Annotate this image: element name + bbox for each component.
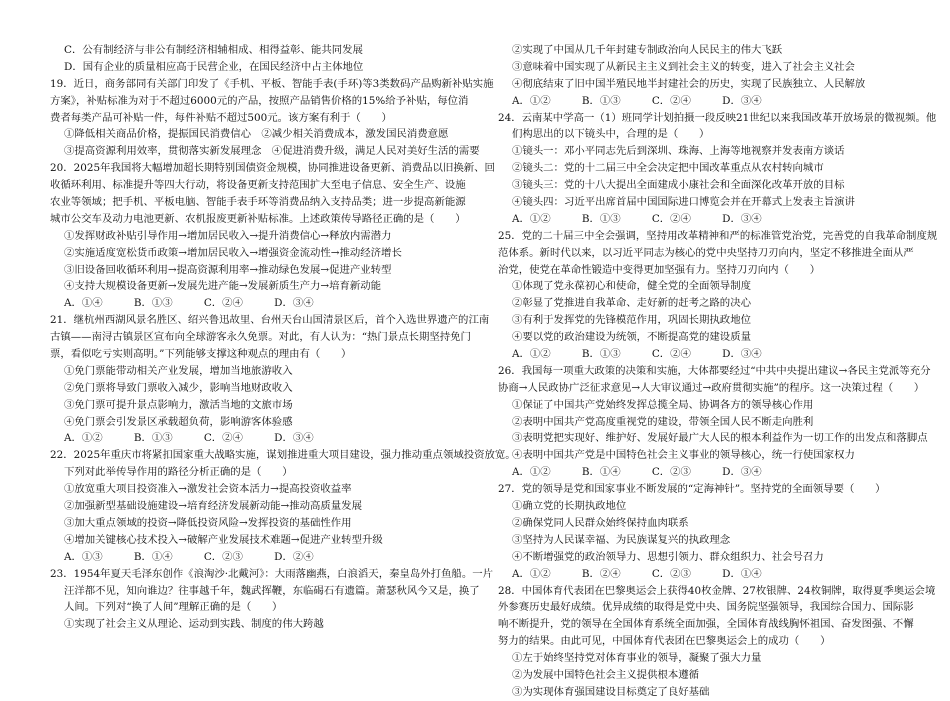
question-line: 们构思出的以下镜头中，合理的是（ ）	[512, 128, 710, 141]
question-line: 范体系。新时代以来，以习近平同志为核心的党中央坚持刀刃向内，坚定不移推进全面从严	[498, 246, 914, 259]
answer-options: A．①② B．②④ C．②③ D．①④	[512, 567, 762, 580]
question-line: ①镜头一：邓小平同志先后到深圳、珠海、上海等地视察并发表南方谈话	[512, 145, 845, 158]
question-line: ③有利于发挥党的先锋模范作用，巩固长期执政地位	[512, 314, 751, 327]
answer-options: A．①② B．①④ C．②③ D．③④	[512, 466, 762, 479]
question-line: 票，看似吃亏实则高明。”下列能够支撑这种观点的理由有（ ）	[50, 348, 352, 361]
right-column	[498, 42, 938, 701]
question-line: ③为实现体育强国建设目标奠定了良好基础	[512, 685, 710, 698]
question-line: 21．继杭州西湖风景名胜区、绍兴鲁迅故里、台州天台山国清景区后，首个入选世界遗产的江南	[50, 314, 490, 327]
question-line: ③意味着中国实现了从新民主主义到社会主义的转变，进入了社会主义社会	[512, 60, 855, 73]
question-line: 26．我国每一项重大政策的决策和实施，大体都要经过“中共中央提出建议→各民主党派等充分	[498, 364, 931, 377]
question-line: ①保证了中国共产党始终发挥总揽全局、协调各方的领导核心作用	[512, 398, 814, 411]
question-line: 治党，使党在革命性锻造中变得更加坚强有力。坚持刀刃向内（ ）	[498, 263, 821, 276]
question-line: 方案》，补贴标准为对于不超过6000元的产品，按照产品销售价格的15%给予补贴，每位消	[50, 94, 469, 107]
question-line: 20．2025年我国将大幅增加超长期特别国债资金规模，协同推进设备更新、消费品以旧换新、回	[50, 162, 495, 175]
left-column	[50, 42, 516, 633]
question-line: 古镇——南浔古镇景区宣布向全球游客永久免票。对此，有人认为：“热门景点长期坚持免门	[50, 331, 471, 344]
question-line: ①免门票能带动相关产业发展，增加当地旅游收入	[64, 364, 293, 377]
question-line: ③加大重点领域的投资→降低投资风险→发挥投资的基础性作用	[64, 516, 352, 529]
question-line: 27．党的领导是党和国家事业不断发展的“定海神针”。坚持党的全面领导要（ ）	[498, 483, 886, 496]
answer-options: A．①② B．①③ C．②④ D．③④	[512, 348, 762, 361]
question-line: 响不断提升，党的领导在全国体育系统全面加强，全国体育战线胸怀祖国、奋发图强、不懈	[498, 618, 914, 631]
question-line: 24．云南某中学高一（1）班同学计划拍摄一段反映21世纪以来我国改革开放场景的微视频。他	[498, 111, 937, 124]
answer-options: A．①② B．①③ C．②④ D．③④	[512, 212, 762, 225]
answer-options: A．①② B．①③ C．②④ D．③④	[512, 94, 762, 107]
question-line: ②彰显了党推进自我革命、走好新的赶考之路的决心	[512, 297, 751, 310]
question-line: 费者每类产品可补贴一件，每件补贴不超过500元。该方案有利于（ ）	[50, 111, 392, 124]
question-line: 28．中国体育代表团在巴黎奥运会上获得40枚金牌、27枚银牌、24枚铜牌，取得夏季奥运会境	[498, 584, 936, 597]
question-line: ②免门票将导致门票收入减少，影响当地财政收入	[64, 381, 293, 394]
question-line: ②表明中国共产党高度重视党的建设，带领全国人民不断走向胜利	[512, 415, 814, 428]
question-line: ①发挥财政补贴引导作用→增加居民收入→提升消费信心→释放内需潜力	[64, 229, 392, 242]
question-line: 农业等领域；把手机、平板电脑、智能手表手环等消费品纳入支持品类；进一步提高新能源	[50, 196, 466, 209]
question-line: D．国有企业的质量相应高于民营企业，在国民经济中占主体地位	[64, 60, 364, 73]
question-line: ②加强新型基础设施建设→培育经济发展新动能→推动高质量发展	[64, 500, 362, 513]
question-line: ③旧设备回收循环利用→提高资源利用率→推动绿色发展→促进产业转型	[64, 263, 392, 276]
answer-options: A．①③ B．①④ C．②③ D．②④	[64, 550, 314, 563]
question-line: ④表明中国共产党是中国特色社会主义事业的领导核心，统一行使国家权力	[512, 449, 855, 462]
question-line: ①降低相关商品价格，提振国民消费信心 ②减少相关消费成本，激发国民消费意愿	[64, 128, 449, 141]
question-line: 收循环利用、标准提升等四大行动，将设备更新支持范围扩大至电子信息、安全生产、设施	[50, 179, 466, 192]
question-line: ④增加关键核心技术投入→破解产业发展技术难题→促进产业转型升级	[64, 533, 383, 546]
question-line: 外参赛历史最好成绩。优异成绩的取得是党中央、国务院坚强领导，我国综合国力、国际影	[498, 601, 914, 614]
question-line: ③表明党把实现好、维护好、发展好最广大人民的根本利益作为一切工作的出发点和落脚点	[512, 432, 928, 445]
question-line: 下列对此举传导作用的路径分析正确的是（ ）	[64, 466, 293, 479]
question-line: ④镜头四：习近平出席首届中国国际进口博览会并在开幕式上发表主旨演讲	[512, 196, 855, 209]
question-line: 19．近日，商务部同有关部门印发了《手机、平板、智能手表(手环)等3类数码产品购新补贴实施	[50, 77, 494, 90]
question-line: 汪洋都不见，知向谁边？往事越千年，魏武挥鞭，东临碣石有遗篇。萧瑟秋风今又是，换了	[64, 584, 480, 597]
question-line: ①放宽重大项目投资准入→激发社会资本活力→提高投资收益率	[64, 483, 352, 496]
answer-options: A．①② B．①③ C．②④ D．③④	[64, 432, 314, 445]
question-line: 努力的结果。由此可见，中国体育代表团在巴黎奥运会上的成功（ ）	[498, 635, 831, 648]
question-line: 协商→人民政协广泛征求意见→人大审议通过→政府贯彻实施”的程序。这一决策过程（ ）	[498, 381, 925, 394]
question-line: ①实现了社会主义从理论、运动到实践、制度的伟大跨越	[64, 618, 324, 631]
question-line: 23．1954年夏天毛泽东创作《浪淘沙·北戴河》：大雨落幽燕，白浪滔天，秦皇岛外打鱼船。一片	[50, 567, 493, 580]
question-line: ④彻底结束了旧中国半殖民地半封建社会的历史，实现了民族独立、人民解放	[512, 77, 866, 90]
question-line: ②确保党同人民群众始终保持血肉联系	[512, 516, 689, 529]
answer-options: A．①④ B．①③ C．②④ D．③④	[64, 297, 314, 310]
question-line: 25．党的二十届三中全会强调，坚持用改革精神和严的标准管党治党，完善党的自我革命制度规	[498, 229, 938, 242]
question-line: ④支持大规模设备更新→发展先进产能→发展新质生产力→培育新动能	[64, 280, 382, 293]
question-line: ②镜头二：党的十二届三中全会决定把中国改革重点从农村转向城市	[512, 162, 824, 175]
question-line: ③坚持为人民谋幸福、为民族谋复兴的执政理念	[512, 533, 731, 546]
question-line: C．公有制经济与非公有制经济相辅相成、相得益彰、能共同发展	[64, 44, 363, 56]
question-line: ④免门票会引发景区承载超负荷，影响游客体验感	[64, 415, 293, 428]
question-line: ④要以党的政治建设为统领，不断提高党的建设质量	[512, 331, 751, 344]
question-line: ③免门票可提升景点影响力，激活当地的文旅市场	[64, 398, 293, 411]
question-line: ②为发展中国特色社会主义提供根本遵循	[512, 668, 700, 681]
question-line: ②实现了中国从几千年封建专制政治向人民民主的伟大飞跃	[512, 44, 783, 56]
question-line: ①体现了党永葆初心和使命，健全党的全面领导制度	[512, 280, 751, 293]
question-line: 22．2025年重庆市将紧扣国家重大战略实施，谋划推进重大项目建设，强力推动重点领域投资放宽。	[50, 449, 516, 462]
question-line: ③镜头三：党的十八大提出全面建成小康社会和全面深化改革开放的目标	[512, 179, 845, 192]
question-line: 城市公交车及动力电池更新、农机报废更新补贴标准。上述政策传导路径正确的是（ ）	[50, 212, 466, 225]
question-line: ④不断增强党的政治领导力、思想引领力、群众组织力、社会号召力	[512, 550, 824, 563]
question-line: ③提高资源利用效率，贯彻落实新发展理念 ④促进消费升级，满足人民对美好生活的需要	[64, 145, 480, 158]
question-line: ①确立党的长期执政地位	[512, 500, 627, 513]
question-line: ①左于始终坚持党对体育事业的领导，凝聚了强大力量	[512, 652, 762, 665]
question-line: 人间。下列对“换了人间”理解正确的是（ ）	[64, 601, 283, 614]
question-line: ②实施适度宽松货币政策→增加居民收入→增强资金流动性→推动经济增长	[64, 246, 402, 259]
